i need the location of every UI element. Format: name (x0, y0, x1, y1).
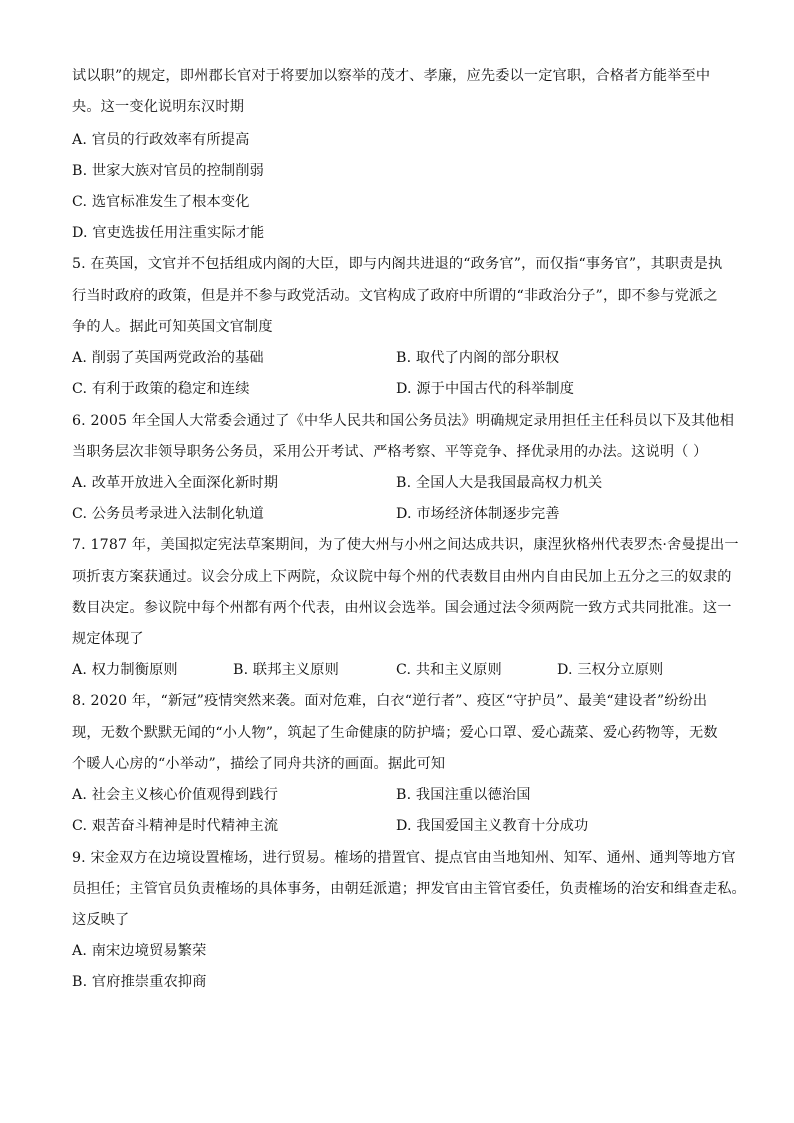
question-8-option-d: D. 我国爱国主义教育十分成功 (396, 818, 589, 834)
question-8-text-line-3: 个暖人心房的“小举动”，描绘了同舟共济的画面。据此可知 (72, 756, 446, 772)
question-5-text-line-3: 争的人。据此可知英国文官制度 (72, 319, 273, 335)
question-4-text-line-1: 试以职”的规定，即州郡长官对于将要加以察举的茂才、孝廉，应先委以一定官职，合格者方能举至中 (72, 68, 711, 84)
question-8-option-a: A. 社会主义核心价值观得到践行 (72, 787, 279, 803)
question-6-option-c: C. 公务员考录进入法制化轨道 (72, 506, 264, 522)
question-4-option-a: A. 官员的行政效率有所提高 (72, 132, 250, 148)
question-4-text-line-2: 央。这一变化说明东汉时期 (72, 99, 245, 115)
question-6-option-b: B. 全国人大是我国最高权力机关 (396, 475, 603, 491)
question-7-option-d: D. 三权分立原则 (557, 662, 664, 678)
question-5-option-d: D. 源于中国古代的科举制度 (396, 381, 575, 397)
question-6-text-line-2: 当职务层次非领导职务公务员，采用公开考试、严格考察、平等竞争、择优录用的办法。这说明（ ） (72, 444, 708, 460)
question-9-text-line-1: 9. 宋金双方在边境设置榷场，进行贸易。榷场的措置官、提点官由当地知州、知军、通州、通判等地方官 (72, 850, 736, 866)
question-7-option-a: A. 权力制衡原则 (72, 662, 178, 678)
question-9-text-line-2: 员担任；主管官员负责榷场的具体事务，由朝廷派遣；押发官由主管官委任，负责榷场的治安和缉查走私。 (72, 881, 746, 897)
question-5-option-c: C. 有利于政策的稳定和连续 (72, 381, 250, 397)
question-8-option-b: B. 我国注重以德治国 (396, 787, 531, 803)
question-7-text-line-4: 规定体现了 (72, 631, 144, 647)
question-6-option-a: A. 改革开放进入全面深化新时期 (72, 475, 279, 491)
question-9-option-a: A. 南宋边境贸易繁荣 (72, 943, 207, 959)
question-8-option-c: C. 艰苦奋斗精神是时代精神主流 (72, 818, 279, 834)
question-9-text-line-3: 这反映了 (72, 912, 130, 928)
question-5-option-b: B. 取代了内阁的部分职权 (396, 350, 560, 366)
question-7-option-b: B. 联邦主义原则 (233, 662, 339, 678)
question-5-option-a: A. 削弱了英国两党政治的基础 (72, 350, 264, 366)
question-7-text-line-1: 7. 1787 年，美国拟定宪法草案期间，为了使大州与小州之间达成共识，康涅狄格州代表罗杰·舍曼提出一 (72, 537, 739, 553)
question-8-text-line-1: 8. 2020 年，“新冠”疫情突然来袭。面对危难，白衣“逆行者”、疫区“守护员”、最美“建设者”纷纷出 (72, 693, 708, 709)
question-8-text-line-2: 现，无数个默默无闻的“小人物”，筑起了生命健康的防护墙；爱心口罩、爱心蔬菜、爱心药物等，无数 (72, 725, 718, 741)
question-5-text-line-2: 行当时政府的政策，但是并不参与政党活动。文官构成了政府中所谓的“非政治分子”，即不参与党派之 (72, 288, 718, 304)
question-7-option-c: C. 共和主义原则 (396, 662, 502, 678)
question-6-text-line-1: 6. 2005 年全国人大常委会通过了《中华人民共和国公务员法》明确规定录用担任主任科员以下及其他相 (72, 413, 735, 429)
question-7-text-line-3: 数目决定。参议院中每个州都有两个代表，由州议会选举。国会通过法令须两院一致方式共同批准。这一 (72, 600, 732, 616)
question-6-option-d: D. 市场经济体制逐步完善 (396, 506, 560, 522)
question-9-option-b: B. 官府推崇重农抑商 (72, 974, 207, 990)
question-4-option-d: D. 官吏选拔任用注重实际才能 (72, 225, 265, 241)
question-5-text-line-1: 5. 在英国，文官并不包括组成内阁的大臣，即与内阁共进退的“政务官”，而仅指“事务官”，其职责是执 (72, 256, 723, 272)
question-7-text-line-2: 项折衷方案获通过。议会分成上下两院，众议院中每个州的代表数目由州内自由民加上五分之三的奴隶的 (72, 569, 732, 585)
question-4-option-b: B. 世家大族对官员的控制削弱 (72, 163, 264, 179)
question-4-option-c: C. 选官标准发生了根本变化 (72, 194, 250, 210)
